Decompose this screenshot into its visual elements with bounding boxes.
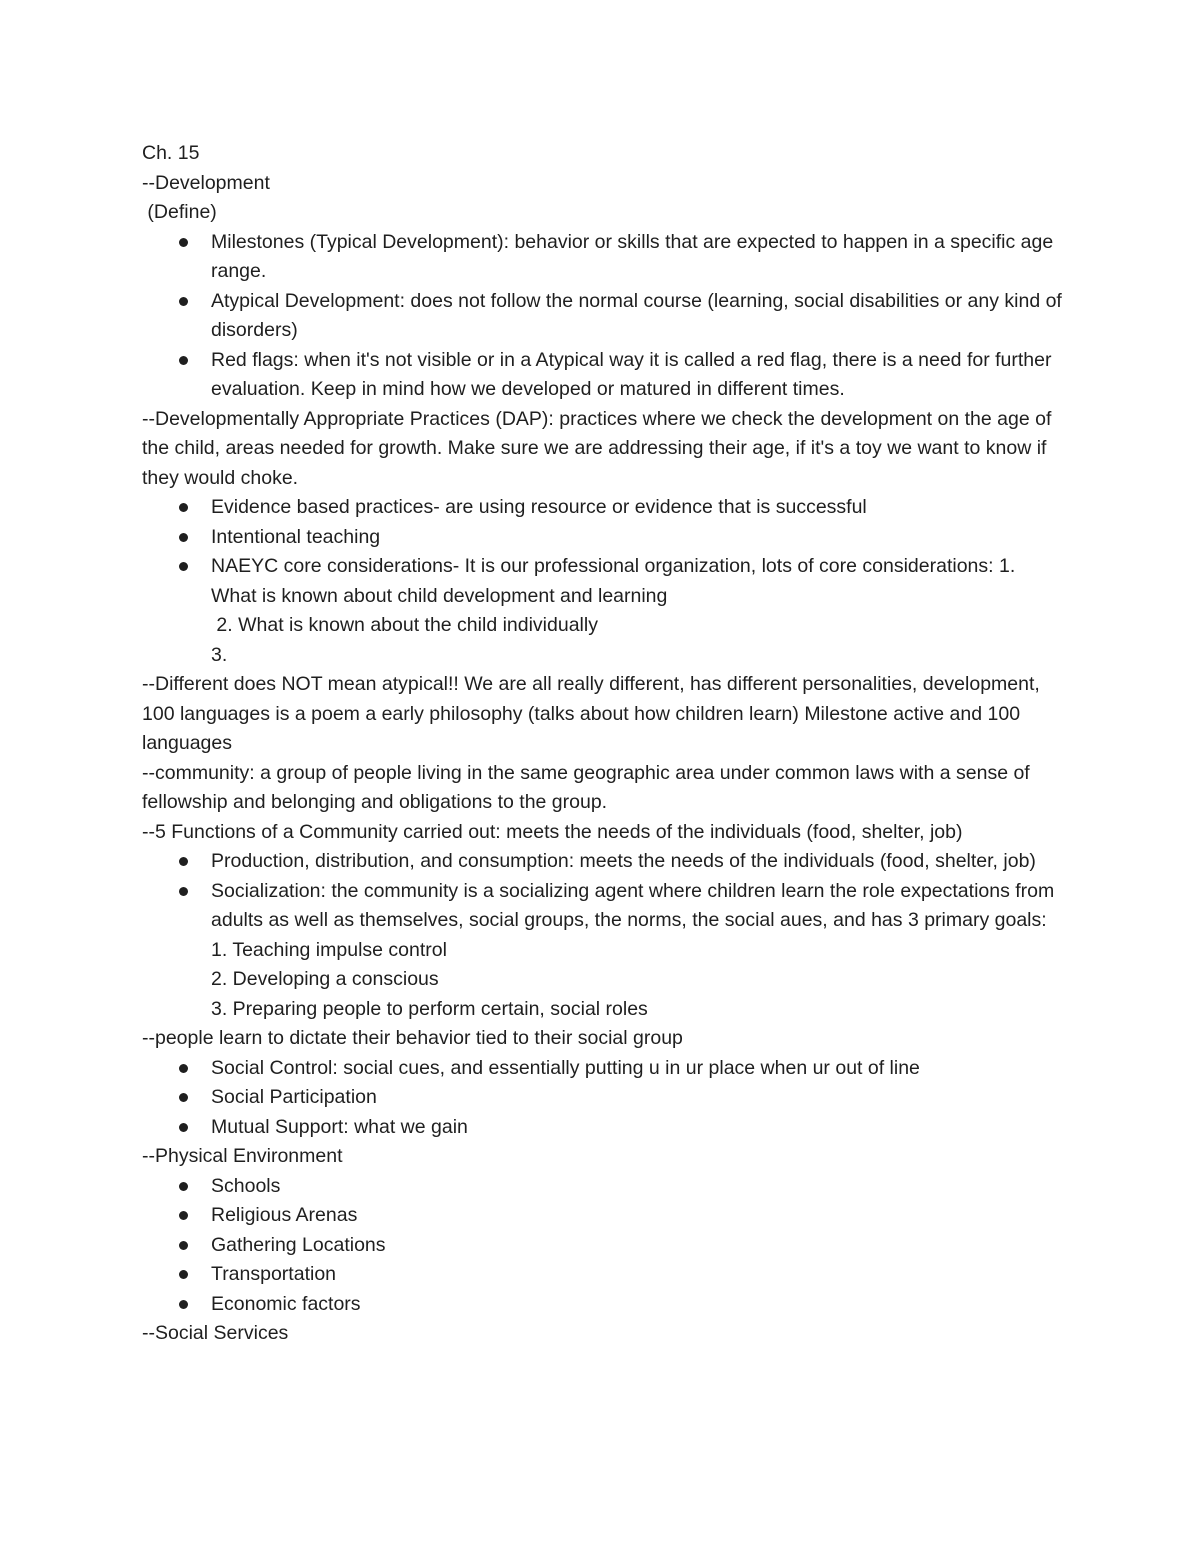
bullet-dot-icon	[179, 887, 188, 896]
list-item	[142, 523, 1062, 553]
list-item-text: Transportation	[211, 1263, 337, 1285]
list-item-text: Production, distribution, and consumption: meets the needs of the individuals (food, shelter, job)	[211, 850, 1036, 872]
bullet-list	[142, 493, 1062, 611]
list-item-text: Evidence based practices- are using resource or evidence that is successful	[211, 496, 867, 518]
text-line: --Development	[142, 171, 270, 194]
sub-numbered-line: 3. Preparing people to perform certain, social roles	[211, 997, 648, 1020]
list-item	[142, 1054, 1062, 1084]
text-line: --Different does NOT mean atypical!! We are all really different, has different personalities, development, 100 languages is a poem a early philosophy (talks about how children learn) Milestone active and 100 languages	[142, 673, 1046, 754]
list-item	[142, 1290, 1062, 1320]
bullet-list	[142, 1172, 1062, 1320]
bullet-dot-icon	[179, 356, 188, 365]
text-line: --Physical Environment	[142, 1145, 343, 1167]
list-item	[142, 228, 1062, 287]
list-item-text: Mutual Support: what we gain	[211, 1115, 468, 1138]
bullet-dot-icon	[179, 503, 188, 512]
text-line: --Developmentally Appropriate Practices (DAP): practices where we check the development on the age of the child, areas needed for growth. Make sure we are addressing their age, if it's a toy we want to know if they would choke.	[142, 407, 1057, 489]
bullet-list	[142, 228, 1062, 405]
bullet-dot-icon	[179, 1123, 188, 1132]
list-item	[142, 287, 1062, 346]
list-item-text: Social Participation	[211, 1086, 377, 1108]
list-item	[142, 1201, 1062, 1231]
list-item	[142, 1231, 1062, 1261]
list-item	[142, 493, 1062, 523]
bullet-dot-icon	[179, 1093, 188, 1102]
text-line: --people learn to dictate their behavior tied to their social group	[142, 1027, 683, 1049]
list-item	[142, 847, 1062, 877]
bullet-dot-icon	[179, 1241, 188, 1250]
list-item-text: NAEYC core considerations- It is our professional organization, lots of core considerations: 1. What is known about child development and learning	[211, 555, 1016, 607]
list-item-text: Red flags: when it's not visible or in a Atypical way it is called a red flag, there is a need for further evaluation. Keep in mind how we developed or matured in different times.	[211, 348, 1052, 400]
bullet-dot-icon	[179, 857, 188, 866]
sub-numbered-line: 2. What is known about the child individually	[211, 614, 598, 636]
chapter-heading: Ch. 15	[142, 142, 200, 164]
bullet-dot-icon	[179, 1182, 188, 1191]
bullet-dot-icon	[179, 562, 188, 571]
list-item	[142, 877, 1062, 966]
list-item	[142, 1260, 1062, 1290]
list-item-text: Economic factors	[211, 1292, 361, 1315]
list-item-text: Schools	[211, 1174, 281, 1197]
bullet-dot-icon	[179, 297, 188, 306]
bullet-dot-icon	[179, 1270, 188, 1279]
document-page	[142, 139, 1062, 1349]
list-item	[142, 1083, 1062, 1113]
bullet-dot-icon	[179, 238, 188, 247]
bullet-dot-icon	[179, 1211, 188, 1220]
list-item	[142, 346, 1062, 405]
text-line: --community: a group of people living in the same geographic area under common laws with a sense of fellowship and belonging and obligations to the group.	[142, 761, 1036, 813]
text-line: (Define)	[142, 201, 217, 223]
list-item-text: Gathering Locations	[211, 1233, 386, 1256]
list-item	[142, 552, 1062, 611]
list-item-text: Socialization: the community is a socializing agent where children learn the role expectations from adults as well as themselves, social groups, the norms, the social aues, and has 3 primary goals: 1. Teaching impulse control	[211, 879, 1055, 961]
text-line: --Social Services	[142, 1322, 289, 1344]
list-item-text: Milestones (Typical Development): behavior or skills that are expected to happen in a specific age range.	[211, 230, 1054, 282]
list-item-text: Social Control: social cues, and essentially putting u in ur place when ur out of line	[211, 1056, 920, 1079]
list-item-text: Intentional teaching	[211, 525, 381, 548]
bullet-dot-icon	[179, 533, 188, 542]
bullet-list	[142, 1054, 1062, 1143]
list-item	[142, 1113, 1062, 1143]
list-item	[142, 1172, 1062, 1202]
bullet-list	[142, 847, 1062, 965]
list-item-text: Religious Arenas	[211, 1204, 358, 1226]
sub-numbered-line: 2. Developing a conscious	[211, 968, 439, 990]
sub-numbered-line: 3.	[211, 643, 228, 666]
bullet-dot-icon	[179, 1064, 188, 1073]
list-item-text: Atypical Development: does not follow the normal course (learning, social disabilities or any kind of disorders)	[211, 289, 1062, 341]
text-line: --5 Functions of a Community carried out: meets the needs of the individuals (food, shelter, job)	[142, 820, 963, 843]
bullet-dot-icon	[179, 1300, 188, 1309]
